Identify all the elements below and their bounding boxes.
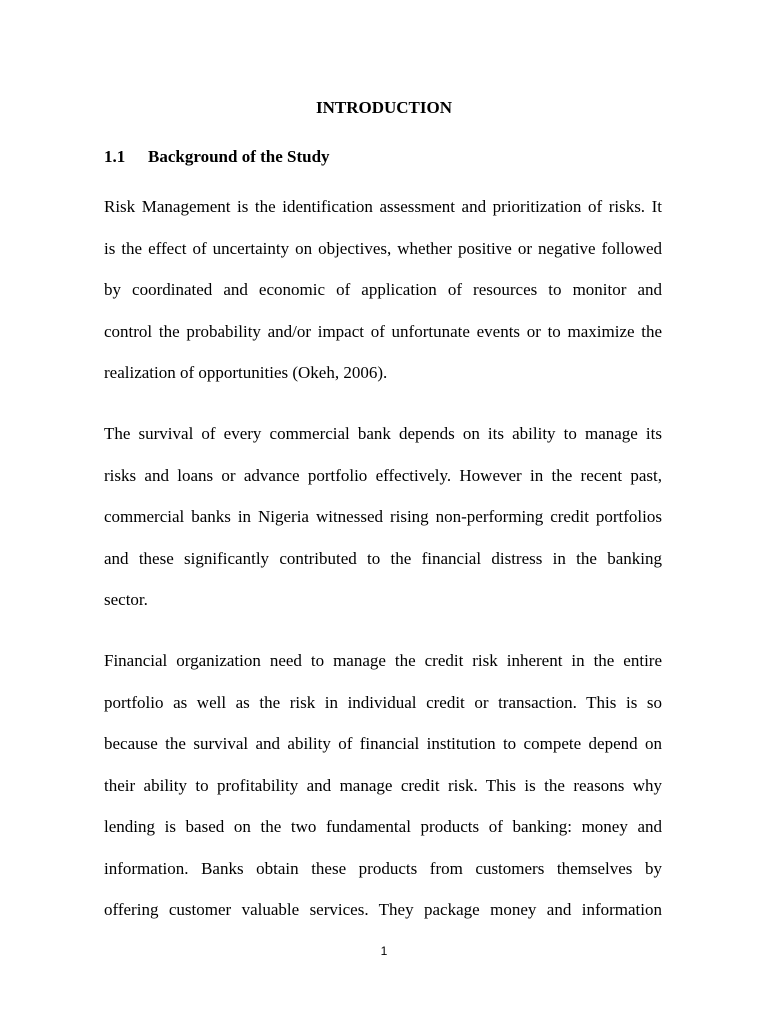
- section-number: 1.1: [104, 147, 126, 166]
- paragraph-line: control the probability and/or impact of unfortunate events or to maximize the: [104, 321, 662, 341]
- paragraph-line: and these significantly contributed to the financial distress in the banking: [104, 548, 662, 568]
- chapter-title: INTRODUCTION: [315, 98, 453, 117]
- paragraph-line: their ability to profitability and manage credit risk. This is the reasons why: [104, 775, 662, 795]
- paragraph-line: is the effect of uncertainty on objectives, whether positive or negative followed: [104, 238, 662, 258]
- paragraph-line: risks and loans or advance portfolio effectively. However in the recent past,: [104, 465, 662, 485]
- paragraph-commercial-bank-survival: [104, 423, 662, 631]
- section-title: Background of the Study: [148, 147, 330, 166]
- paragraph-line: by coordinated and economic of application of resources to monitor and: [104, 280, 662, 299]
- paragraph-line: because the survival and ability of financial institution to compete depend on: [104, 734, 662, 753]
- paragraph-line: lending is based on the two fundamental products of banking: money and: [104, 817, 662, 836]
- paragraph-line: Financial organization need to manage the credit risk inherent in the entire: [104, 651, 662, 670]
- paragraph-credit-risk: [104, 650, 662, 941]
- paragraph-line: Risk Management is the identification assessment and prioritization of risks. It: [104, 197, 662, 216]
- paragraph-line: information. Banks obtain these products from customers themselves by: [104, 858, 662, 878]
- paragraph-line: portfolio as well as the risk in individual credit or transaction. This is so: [104, 692, 662, 712]
- paragraph-line: sector.: [104, 590, 148, 609]
- paragraph-line: commercial banks in Nigeria witnessed rising non-performing credit portfolios: [104, 507, 662, 526]
- paragraph-risk-management: [104, 196, 662, 404]
- paragraph-line: offering customer valuable services. They package money and information: [104, 900, 662, 919]
- section-heading: [104, 146, 664, 168]
- page-number: 1: [380, 944, 388, 958]
- paragraph-line: realization of opportunities (Okeh, 2006).: [104, 363, 388, 382]
- paragraph-line: The survival of every commercial bank depends on its ability to manage its: [104, 424, 662, 443]
